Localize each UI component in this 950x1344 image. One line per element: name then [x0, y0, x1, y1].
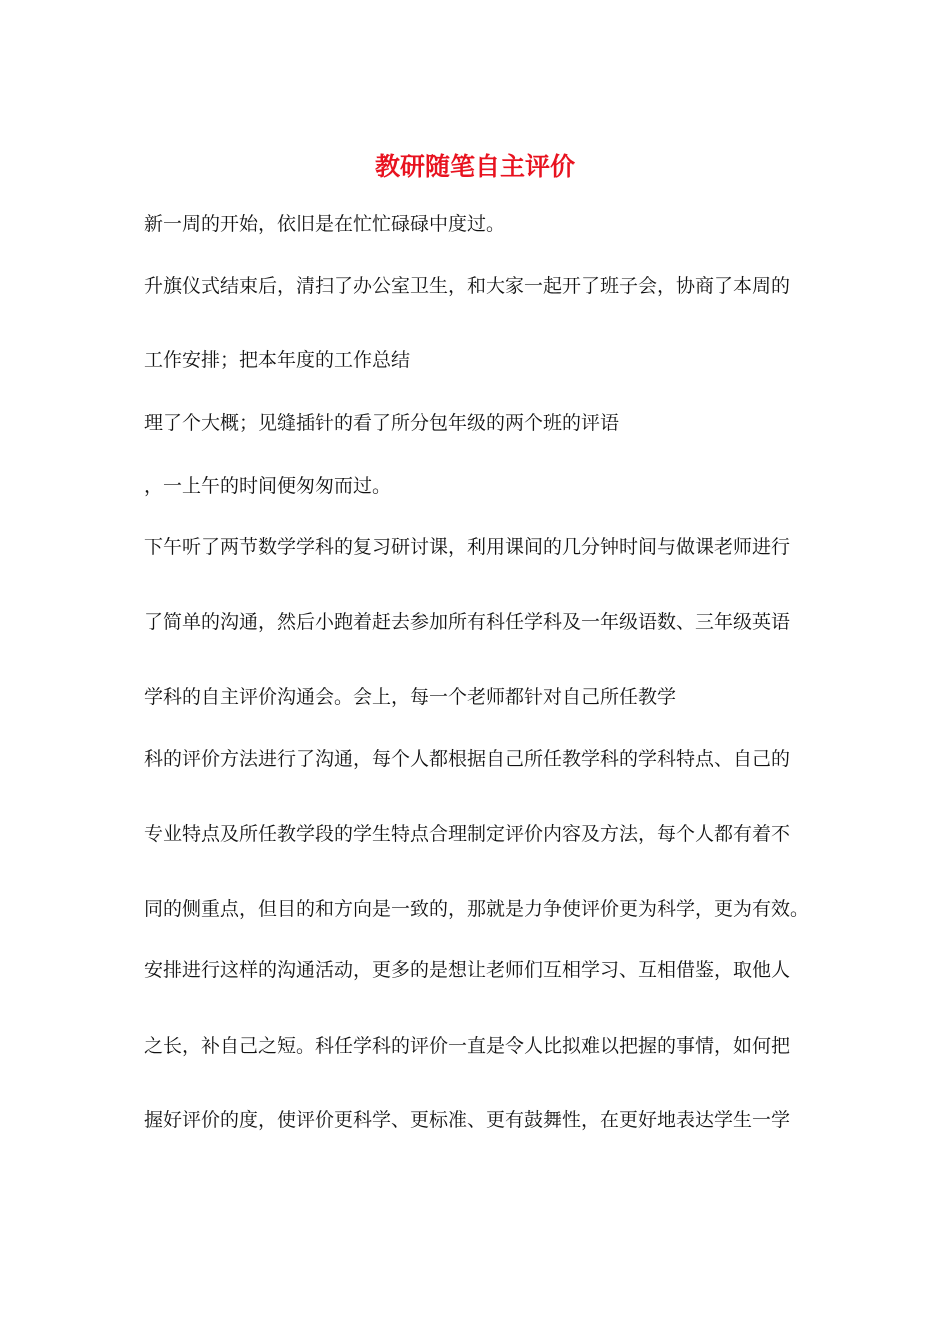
text-line: 理了个大概；见缝插针的看了所分包年级的两个班的评语	[144, 412, 620, 434]
text-line: 了简单的沟通，然后小跑着赶去参加所有科任学科及一年级语数、三年级英语	[144, 611, 791, 633]
text-line: 科的评价方法进行了沟通，每个人都根据自己所任教学科的学科特点、自己的	[144, 748, 791, 770]
text-line: 之长，补自己之短。科任学科的评价一直是令人比拟难以把握的事情，如何把	[144, 1035, 791, 1057]
document-title: 教研随笔自主评价	[374, 152, 575, 181]
text-line: 下午听了两节数学学科的复习研讨课，利用课间的几分钟时间与做课老师进行	[144, 536, 791, 558]
text-line: 学科的自主评价沟通会。会上，每一个老师都针对自己所任教学	[144, 686, 677, 708]
text-line: 升旗仪式结束后，清扫了办公室卫生，和大家一起开了班子会，协商了本周的	[144, 275, 791, 297]
text-line: 工作安排；把本年度的工作总结	[144, 349, 411, 371]
text-line: ，一上午的时间便匆匆而过。	[144, 475, 392, 497]
text-line: 新一周的开始，依旧是在忙忙碌碌中度过。	[144, 213, 506, 235]
text-line: 专业特点及所任教学段的学生特点合理制定评价内容及方法，每个人都有着不	[144, 823, 791, 845]
text-line: 安排进行这样的沟通活动，更多的是想让老师们互相学习、互相借鉴，取他人	[144, 959, 791, 981]
text-line: 同的侧重点，但目的和方向是一致的，那就是力争使评价更为科学，更为有效。	[144, 898, 810, 920]
text-line: 握好评价的度，使评价更科学、更标准、更有鼓舞性，在更好地表达学生一学	[144, 1109, 791, 1131]
